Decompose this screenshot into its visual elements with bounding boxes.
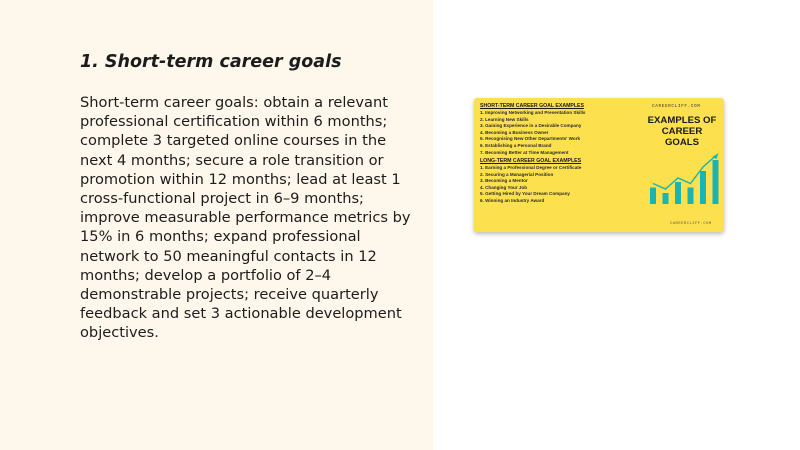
list-item: 1. Earning a Professional Degree or Certificate [480, 165, 582, 170]
list-item: 3. Becoming a Mentor [480, 178, 528, 184]
list-item: 4. Changing Your Job [480, 184, 528, 190]
short-term-list [480, 110, 585, 156]
long-term-list [480, 165, 581, 205]
section-body: Short-term career goals: obtain a relevant professional certification within 6 months; complete 3 targeted online courses in the next 4 months; secure a role transition or promotion within 12 months; lead at least 1 cross-functional project in 6–9 months; improve measurable performance metrics by 15% in 6 months; expand professional network to 50 meaningful contacts in 12 months; develop a portfolio of 2–4 demonstrable projects; receive quarterly feedback and set 3 actionable development objectives. [80, 94, 411, 342]
long-term-header: LONG-TERM CAREER GOAL EXAMPLES [480, 158, 582, 164]
list-item: 2. Learning New Skills [480, 116, 529, 122]
list-item: 4. Becoming a Business Owner [480, 129, 549, 135]
title-line-2: CAREER GOALS [661, 126, 703, 148]
infographic-title [646, 115, 718, 148]
section-heading: 1. Short-term career goals [80, 52, 342, 72]
chart-bar [700, 171, 706, 204]
list-item: 2. Securing a Managerial Position [480, 171, 554, 177]
short-term-header: SHORT-TERM CAREER GOAL EXAMPLES [480, 103, 584, 109]
chart-bar [675, 182, 681, 204]
footer-label: CAREERCLIFF.COM [670, 222, 712, 226]
list-item: 5. Recognising New Other Departments' Work [480, 136, 581, 142]
list-item: 6. Winning an Industry Award [480, 197, 545, 203]
chart-bar [688, 188, 694, 205]
list-item: 1. Improving Networking and Presentation Skills [480, 110, 586, 115]
chart-bar [713, 160, 719, 204]
growth-bar-chart-icon [642, 148, 722, 208]
chart-bar [650, 188, 656, 205]
list-item: 5. Getting Hired by Your Dream Company [480, 191, 570, 197]
career-goals-infographic [474, 98, 724, 232]
list-item: 3. Gaining Experience in a Desirable Company [480, 123, 582, 129]
trend-line [653, 156, 716, 189]
site-label: CAREERCLIFF.COM [652, 104, 701, 109]
list-item: 7. Becoming Better at Time Management [480, 149, 569, 155]
title-line-1: EXAMPLES OF [647, 115, 717, 126]
chart-bar [663, 193, 669, 204]
list-item: 6. Establishing a Personal Brand [480, 142, 552, 148]
